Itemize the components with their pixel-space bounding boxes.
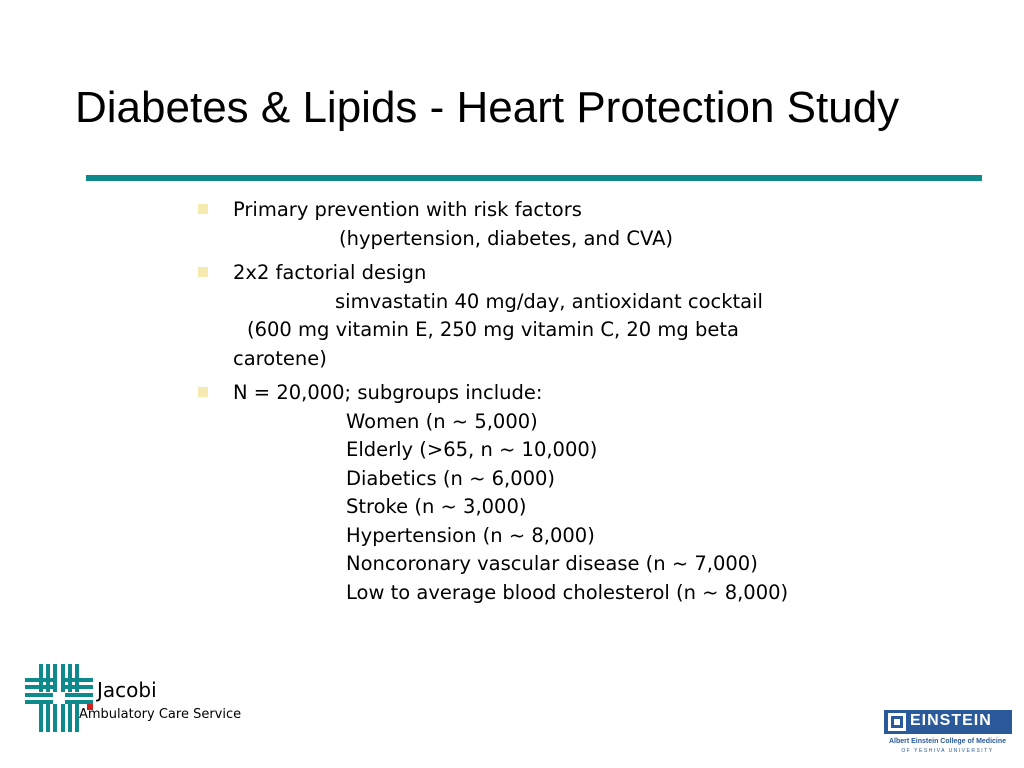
bullet-subtext: (600 mg vitamin E, 250 mg vitamin C, 20 mg beta (247, 318, 739, 341)
bullet-subtext: carotene) (233, 346, 327, 370)
subgroup-item: Hypertension (n ~ 8,000) (346, 523, 595, 547)
bullet-factorial-design (197, 259, 957, 373)
bullet-text: Primary prevention with risk factors (233, 198, 582, 221)
bullet-subtext: (hypertension, diabetes, and CVA) (339, 226, 674, 250)
jacobi-subtitle: Ambulatory Care Service (79, 707, 242, 722)
einstein-emblem-icon (888, 713, 906, 731)
einstein-banner (884, 710, 1012, 734)
subgroup-item: Women (n ~ 5,000) (346, 409, 538, 433)
einstein-university: OF YESHIVA UNIVERSITY (901, 748, 994, 754)
subgroup-item: Stroke (n ~ 3,000) (346, 495, 527, 518)
einstein-college-name: Albert Einstein College of Medicine (888, 738, 1007, 745)
jacobi-name: Jacobi (97, 678, 157, 702)
bullet-square-icon (198, 204, 208, 214)
bullet-list (197, 196, 957, 613)
title-divider (86, 175, 982, 181)
subgroup-item: Low to average blood cholesterol (n ~ 8,000) (346, 580, 789, 604)
einstein-logo (880, 708, 1015, 758)
bullet-primary-prevention (197, 196, 957, 253)
subgroup-item: Elderly (>65, n ~ 10,000) (346, 438, 598, 461)
jacobi-cross-icon (25, 664, 95, 734)
einstein-wordmark: EINSTEIN (910, 712, 992, 729)
slide-title: Diabetes & Lipids - Heart Protection Study (75, 83, 900, 132)
subgroup-item: Noncoronary vascular disease (n ~ 7,000) (346, 552, 758, 575)
bullet-square-icon (198, 387, 208, 397)
jacobi-logo (25, 664, 265, 734)
bullet-subgroups (197, 379, 957, 607)
bullet-text: 2x2 factorial design (233, 261, 427, 284)
subgroup-item: Diabetics (n ~ 6,000) (346, 466, 556, 490)
bullet-subtext: simvastatin 40 mg/day, antioxidant cocktail (335, 289, 763, 313)
bullet-square-icon (198, 267, 208, 277)
bullet-text: N = 20,000; subgroups include: (233, 381, 543, 404)
